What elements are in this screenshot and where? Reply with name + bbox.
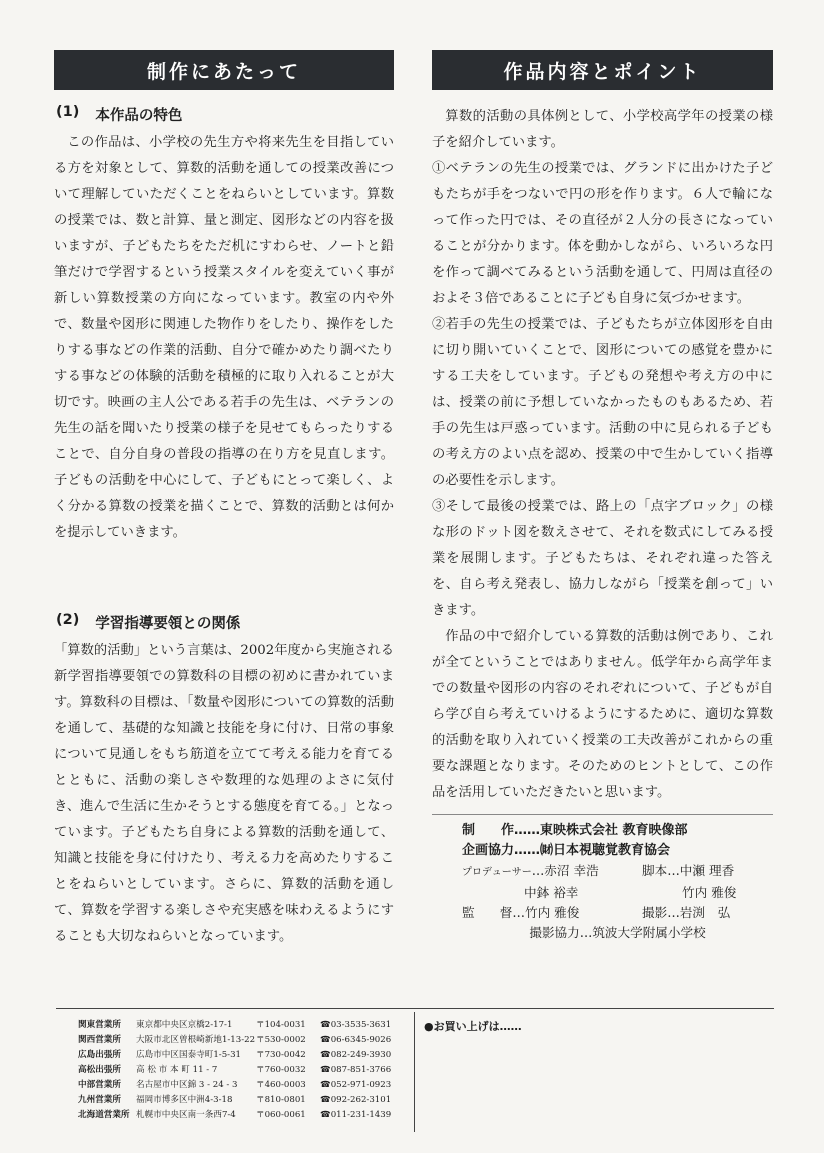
credit-producer-2: 中鉢 裕幸: [524, 885, 579, 900]
office-row: [78, 1078, 413, 1093]
office-zip: 〒060-0061: [256, 1110, 306, 1120]
office-zip: 〒730-0042: [256, 1050, 306, 1060]
office-tel: ☎092-262-3101: [320, 1095, 392, 1105]
purchase-label: ●お買い上げは……: [424, 1020, 522, 1033]
office-name: 高松出張所: [78, 1065, 121, 1075]
office-name: 中部営業所: [78, 1080, 121, 1090]
credit-script-1: 脚本…中瀬 理香: [642, 863, 735, 878]
left-column: [54, 50, 394, 950]
credits: [432, 821, 773, 943]
office-tel: ☎03-3535-3631: [320, 1020, 392, 1030]
section1-body: この作品は、小学校の先生方や将来先生を目指している方を対象として、算数的活動を通しての授業改善について理解していただくことをねらいとしています。算数の授業では、数と計算、量と測定、図形などの内容を扱いますが、子どもたちをただ机にすわらせ、ノートと鉛筆だけで学習するという授業スタイルを変えていく事が新しい算数授業の方向になっています。教室の内や外で、数量や図形に関連した物作りをしたり、操作をしたりする事などの作業的活動、自分で確かめたり調べたりする事などの体験的活動を積極的に取り入れることが大切です。映画の主人公である若手の先生は、ベテランの先生の話を聞いたり授業の様子を見せてもらったりすることで、自分自身の普段の指導の在り方を見直します。子どもの活動を中心にして、子どもにとって楽しく、よく分かる算数の授業を描くことで、算数的活動とは何かを提示していきます。: [54, 135, 394, 540]
section2-number: (2): [56, 612, 80, 628]
credit-cooperation: 企画協力……㈶日本視聴覚教育協会: [462, 843, 671, 858]
section1-number: (1): [56, 104, 80, 120]
office-name: 関東営業所: [78, 1020, 121, 1030]
office-tel: ☎011-231-1439: [320, 1110, 392, 1120]
footer-divider: [56, 1008, 774, 1009]
office-row: [78, 1033, 413, 1048]
credit-row-1: [462, 861, 773, 883]
office-list: [78, 1018, 413, 1123]
credit-producer-1: …赤沼 幸浩: [531, 863, 599, 878]
credit-director: 監 督…竹内 雅俊: [462, 905, 580, 920]
section1-title: 本作品の特色: [95, 108, 183, 124]
office-tel: ☎082-249-3930: [320, 1050, 392, 1060]
office-tel: ☎052-971-0923: [320, 1080, 392, 1090]
office-address: 大阪市北区曽根崎新地1-13-22: [136, 1035, 256, 1045]
section2-title: 学習指導要領との関係: [95, 616, 241, 632]
right-banner: 作品内容とポイント: [432, 50, 773, 90]
office-zip: 〒810-0801: [256, 1095, 306, 1105]
office-row: [78, 1093, 413, 1108]
section1-heading: [54, 104, 394, 125]
office-name: 九州営業所: [78, 1095, 121, 1105]
right-point-2: ②若手の先生の授業では、子どもたちが立体図形を自由に切り開いていくことで、図形についての感覚を豊かにする工夫をしています。子どもの発想や考え方の中には、授業の前に予想していなかったものもあるため、若手の先生は戸惑っています。活動の中に見られる子どもの考え方のよい点を認め、授業の中で生かしていく指導の必要性を示します。: [432, 317, 773, 488]
right-column: [432, 50, 773, 943]
office-tel: ☎06-6345-9026: [320, 1035, 392, 1045]
office-row: [78, 1108, 413, 1123]
office-address: 東京都中央区京橋2-17-1: [136, 1020, 233, 1030]
right-point-1: ①ベテランの先生の授業では、グランドに出かけた子どもたちが手をつないで円の形を作ります。６人で輪になって作った円では、その直径が２人分の長さになっていることが分かります。体を動かしながら、いろいろな円を作って調べてみるという活動を通して、円周は直径のおよそ３倍であることに子ども自身に気づかせます。: [432, 161, 773, 306]
office-tel: ☎087-851-3766: [320, 1065, 392, 1075]
footer-vertical-divider: [414, 1012, 415, 1132]
office-zip: 〒760-0032: [256, 1065, 306, 1075]
credit-row-2: [462, 883, 773, 903]
credit-production: 制 作……東映株式会社 教育映像部: [462, 823, 688, 838]
credit-producer-label: プロデューサー: [462, 867, 532, 878]
section2-body: 「算数的活動」という言葉は、2002年度から実施される新学習指導要領での算数科の目標の初めに書かれています。算数科の目標は、「数量や図形についての算数的活動を通して、基礎的な知識と技能を身に付け、日常の事象について見通しをもち筋道を立てて考える能力を育てるとともに、活動の楽しさや数理的な処理のよさに気付き、進んで生活に生かそうとする態度を育てる。」となっています。子どもたち自身による算数的活動を通して、知識と技能を身に付けたり、考える力を高めたりすることをねらいとしています。さらに、算数的活動を通して、算数を学習する楽しさや充実感を味わえるようにすることも大切なねらいとなっています。: [54, 643, 394, 944]
office-row: [78, 1063, 413, 1078]
office-address: 名古屋市中区錦 3 - 24 - 3: [136, 1080, 238, 1090]
office-address: 広島市中区国泰寺町1-5-31: [136, 1050, 242, 1060]
section2-heading: [54, 612, 394, 633]
credit-script-2: 竹内 雅俊: [682, 885, 737, 900]
office-zip: 〒104-0031: [256, 1020, 306, 1030]
credit-shooting-coop: 撮影協力…筑波大学附属小学校: [529, 925, 706, 940]
office-address: 札幌市中央区南一条西7-4: [136, 1110, 236, 1120]
credit-row-3: [462, 903, 773, 923]
office-name: 北海道営業所: [78, 1110, 130, 1120]
office-address: 高 松 市 本 町 11 - 7: [136, 1065, 218, 1075]
office-zip: 〒530-0002: [256, 1035, 306, 1045]
right-intro: 算数的活動の具体例として、小学校高学年の授業の様子を紹介しています。: [432, 109, 773, 150]
office-name: 関西営業所: [78, 1035, 121, 1045]
right-closing: 作品の中で紹介している算数的活動は例であり、これが全てということではありません。低学年から高学年までの数量や図形の内容のそれぞれについて、子どもが自ら学び自ら考えていけるようにするために、適切な算数的活動を取り入れていく授業の工夫改善がこれからの重要な課題となります。そのためのヒントとして、この作品を活用していただきたいと思います。: [432, 629, 773, 800]
credits-divider: [432, 814, 773, 815]
office-row: [78, 1048, 413, 1063]
left-banner: 制作にあたって: [54, 50, 394, 90]
office-address: 福岡市博多区中洲4-3-18: [136, 1095, 233, 1105]
office-row: [78, 1018, 413, 1033]
office-name: 広島出張所: [78, 1050, 121, 1060]
credit-camera: 撮影…岩渕 弘: [642, 905, 731, 920]
right-point-3: ③そして最後の授業では、路上の「点字ブロック」の様な形のドット図を数えさせて、それを数式にしてみる授業を展開します。子どもたちは、それぞれ違った答えを、自ら考え発表し、協力しながら「授業を創って」いきます。: [432, 499, 773, 618]
office-zip: 〒460-0003: [256, 1080, 306, 1090]
